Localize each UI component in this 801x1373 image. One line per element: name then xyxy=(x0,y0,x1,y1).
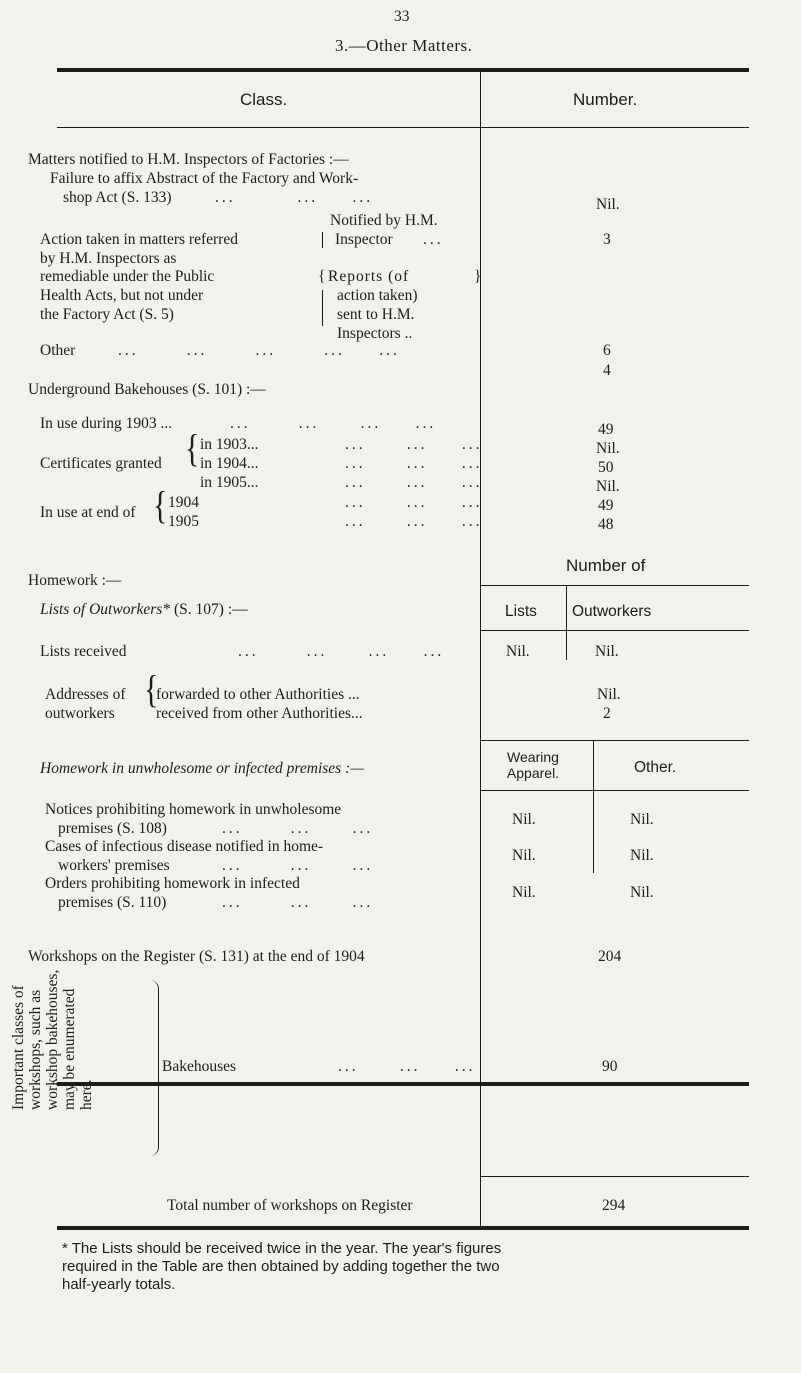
col-lists: Lists xyxy=(505,603,537,620)
leader-dots: ... ... ... xyxy=(222,894,374,911)
leader-dots: ... ... ... xyxy=(345,494,483,511)
reports-line2: action taken) xyxy=(337,287,418,304)
bracket xyxy=(322,232,323,248)
bakehouses-heading: Underground Bakehouses (S. 101) :— xyxy=(28,381,266,398)
reports-line3: sent to H.M. xyxy=(337,306,415,323)
action-line2: by H.M. Inspectors as xyxy=(40,250,177,267)
other-label: Other xyxy=(40,342,76,359)
certificates-label: Certificates granted xyxy=(40,455,162,472)
bracket xyxy=(322,290,323,326)
leader-dots: ... ... ... xyxy=(345,436,483,453)
unwholesome-row-3-line1: Orders prohibiting homework in infected xyxy=(45,875,300,892)
end-1905-label: 1905 xyxy=(168,513,199,530)
cert-1905-label: in 1905... xyxy=(200,474,259,491)
leader-dots: ... ... ... xyxy=(338,1058,476,1075)
total-label: Total number of workshops on Register xyxy=(167,1197,413,1214)
unwholesome-row-1-line1: Notices prohibiting homework in unwholesome xyxy=(45,801,342,818)
end-1905-value: 48 xyxy=(598,516,614,533)
in-use-label: In use during 1903 ... xyxy=(40,415,173,432)
column-divider xyxy=(480,1082,481,1228)
rotated-line-3: workshop bakehouses, xyxy=(44,969,61,1110)
lists-received-lists: Nil. xyxy=(506,643,530,660)
reports-value: 6 xyxy=(603,342,611,359)
leader-dots: ... ... ... ... xyxy=(238,643,445,660)
leader-dots: ... ... ... xyxy=(215,189,374,206)
register-label: Workshops on the Register (S. 131) at the end of 1904 xyxy=(28,948,365,965)
lists-received-outworkers: Nil. xyxy=(595,643,619,660)
number-column-header: Number. xyxy=(573,90,638,109)
end-1904-value: 49 xyxy=(598,497,614,514)
table-top-rule xyxy=(57,68,749,72)
leader-dots: ... ... ... ... xyxy=(230,415,437,432)
unwholesome-row-3-line2: premises (S. 110) xyxy=(58,894,167,911)
in-use-end-label: In use at end of xyxy=(40,504,136,521)
rotated-line-2: workshops, such as xyxy=(27,989,44,1110)
action-line3: remediable under the Public xyxy=(40,268,215,285)
leader-dots: ... ... ... xyxy=(345,474,483,491)
rotated-line-4: may be enumerated xyxy=(61,988,78,1110)
subcolumn-divider xyxy=(593,741,594,873)
leader-dots: ... ... ... ... ... xyxy=(118,342,400,359)
lists-received-label: Lists received xyxy=(40,643,127,660)
col-other: Other. xyxy=(634,759,677,776)
unwholesome-row-2-wearing: Nil. xyxy=(512,847,536,864)
bracket: { xyxy=(318,268,326,285)
action-line1: Action taken in matters referred xyxy=(40,231,238,248)
leader-dots: ... ... ... xyxy=(345,455,483,472)
homework-heading: Homework :— xyxy=(28,572,122,589)
subcolumn-divider xyxy=(566,586,567,660)
table-bottom-rule xyxy=(57,1226,749,1230)
rotated-note xyxy=(10,970,95,1110)
subheader-rule xyxy=(481,630,749,631)
column-divider xyxy=(480,72,481,1082)
received-label: received from other Authorities... xyxy=(156,705,363,722)
col-wearing: Wearing Apparel. xyxy=(506,749,560,781)
other-value: 4 xyxy=(603,362,611,379)
outworkers-label: outworkers xyxy=(45,705,115,722)
bakehouses-label: Bakehouses xyxy=(162,1058,237,1075)
factories-heading: Matters notified to H.M. Inspectors of Factories :— xyxy=(28,151,349,168)
cert-1903-label: in 1903... xyxy=(200,436,259,453)
footnote-line3: half-yearly totals. xyxy=(62,1276,176,1293)
unwholesome-row-2-line2: workers' premises xyxy=(58,857,170,874)
page-number: 33 xyxy=(394,8,410,25)
unwholesome-row-3-other: Nil. xyxy=(630,884,654,901)
cert-1903-value: Nil. xyxy=(596,440,620,457)
leader-dots: ... xyxy=(423,231,444,248)
lists-section: (S. 107) :— xyxy=(173,601,248,618)
cert-1904-label: in 1904... xyxy=(200,455,259,472)
notified-line2: Inspector xyxy=(335,231,393,248)
page-title: 3.—Other Matters. xyxy=(335,36,473,55)
bakehouses-value: 90 xyxy=(602,1058,618,1075)
subheader-rule xyxy=(481,790,749,791)
forwarded-label: forwarded to other Authorities ... xyxy=(156,686,360,703)
failure-line1: Failure to affix Abstract of the Factory and Work- xyxy=(50,170,359,187)
footnote-line2: required in the Table are then obtained by adding together the two xyxy=(62,1258,500,1275)
lists-heading-italic: Lists of Outworkers* xyxy=(40,601,171,618)
leader-dots: ... ... ... xyxy=(222,857,374,874)
reports-line1: Reports (of xyxy=(328,268,410,285)
total-value: 294 xyxy=(602,1197,626,1214)
leader-dots: ... ... ... xyxy=(345,513,483,530)
addresses-label: Addresses of xyxy=(45,686,126,703)
subheader-rule xyxy=(481,585,749,586)
rotated-line-1: Important classes of xyxy=(10,985,27,1110)
notified-value: 3 xyxy=(603,231,611,248)
unwholesome-row-3-wearing: Nil. xyxy=(512,884,536,901)
received-value: 2 xyxy=(603,705,611,722)
class-column-header: Class. xyxy=(240,90,288,109)
subheader-rule xyxy=(481,740,749,741)
bracket: { xyxy=(185,427,200,471)
unwholesome-heading: Homework in unwholesome or infected premises :— xyxy=(40,760,365,777)
lists-heading xyxy=(40,601,248,619)
end-1904-label: 1904 xyxy=(168,494,199,511)
forwarded-value: Nil. xyxy=(597,686,621,703)
col-outworkers: Outworkers xyxy=(572,603,652,620)
cert-1904-value: 50 xyxy=(598,459,614,476)
register-value: 204 xyxy=(598,948,622,965)
header-rule xyxy=(57,127,749,128)
bracket: { xyxy=(153,484,168,528)
total-rule xyxy=(481,1176,749,1177)
cert-1905-value: Nil. xyxy=(596,478,620,495)
bracket xyxy=(150,980,159,1156)
unwholesome-row-2-other: Nil. xyxy=(630,847,654,864)
reports-line4: Inspectors .. xyxy=(337,325,413,342)
rotated-line-5: here. xyxy=(78,1079,95,1110)
bracket: { xyxy=(144,668,159,712)
unwholesome-row-1-other: Nil. xyxy=(630,811,654,828)
leader-dots: ... ... ... xyxy=(222,820,374,837)
in-use-value: 49 xyxy=(598,421,614,438)
action-line5: the Factory Act (S. 5) xyxy=(40,306,174,323)
number-of-header: Number of xyxy=(566,556,646,575)
notified-line1: Notified by H.M. xyxy=(330,212,438,229)
action-line4: Health Acts, but not under xyxy=(40,287,204,304)
failure-line2: shop Act (S. 133) xyxy=(63,189,172,206)
bracket: } xyxy=(474,268,482,285)
failure-value: Nil. xyxy=(596,196,620,213)
unwholesome-row-2-line1: Cases of infectious disease notified in home- xyxy=(45,838,324,855)
footnote-line1: * The Lists should be received twice in the year. The year's figures xyxy=(62,1240,502,1257)
unwholesome-row-1-wearing: Nil. xyxy=(512,811,536,828)
unwholesome-row-1-line2: premises (S. 108) xyxy=(58,820,167,837)
table-bottom-rule xyxy=(57,1082,749,1086)
